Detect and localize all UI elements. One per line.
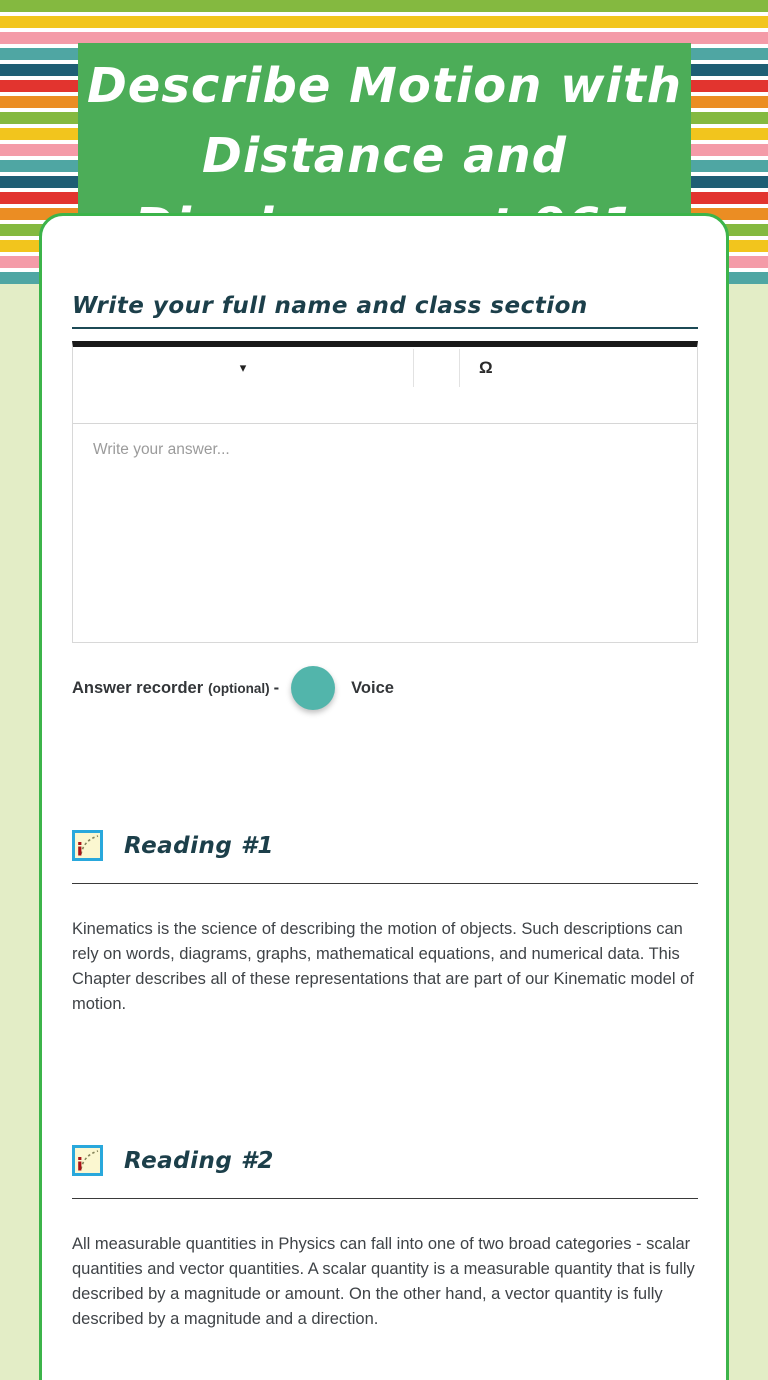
voice-record-button[interactable] xyxy=(291,666,335,710)
stripe xyxy=(0,0,768,12)
paragraph-style-dropdown[interactable] xyxy=(73,347,413,389)
editor-toolbar xyxy=(73,347,697,423)
answer-recorder-label xyxy=(72,679,279,698)
special-character-button[interactable] xyxy=(460,347,493,389)
worksheet-card xyxy=(39,213,729,1380)
reading-icon xyxy=(72,1145,103,1176)
section-body: All measurable quantities in Physics can fall into one of two broad categories - scalar quantities and vector quantities. A scalar quantity is a measurable quantity that is fully described by a magnitude or amount. On the other hand, a vector quantity is fully described by a magnitude and a direction. xyxy=(72,1235,695,1328)
section-body: Kinematics is the science of describing the motion of objects. Such descriptions can rely on words, diagrams, graphs, mathematical equations, and numerical data. This Chapter describes all of these representations that are part of our Kinematic model of motion. xyxy=(72,920,694,1013)
voice-label: Voice xyxy=(351,678,394,697)
toolbar-middle-section[interactable] xyxy=(414,347,459,389)
section-divider xyxy=(72,1198,698,1199)
question-title: Write your full name and class section xyxy=(72,292,698,329)
section-header xyxy=(72,830,698,861)
section-divider xyxy=(72,883,698,884)
section-header xyxy=(72,1145,698,1176)
answer-input[interactable] xyxy=(73,423,697,642)
reading-section-2 xyxy=(72,1145,698,1332)
answer-editor xyxy=(72,341,698,643)
chevron-down-icon: ▾ xyxy=(239,360,247,375)
reading-section-1 xyxy=(72,830,698,1017)
reading-icon xyxy=(72,830,103,861)
section-heading: Reading #1 xyxy=(124,832,274,859)
worksheet-title-line-2: Distance and xyxy=(201,128,567,184)
worksheet-title-line-1: Describe Motion with xyxy=(86,58,683,114)
stripe xyxy=(0,16,768,28)
answer-recorder-label-text: Answer recorder xyxy=(72,678,204,697)
recorder-dash: - xyxy=(273,678,280,697)
optional-label: (optional) xyxy=(208,680,270,696)
omega-icon: Ω xyxy=(479,358,493,377)
section-heading: Reading #2 xyxy=(124,1147,274,1174)
answer-recorder-row xyxy=(72,665,698,711)
